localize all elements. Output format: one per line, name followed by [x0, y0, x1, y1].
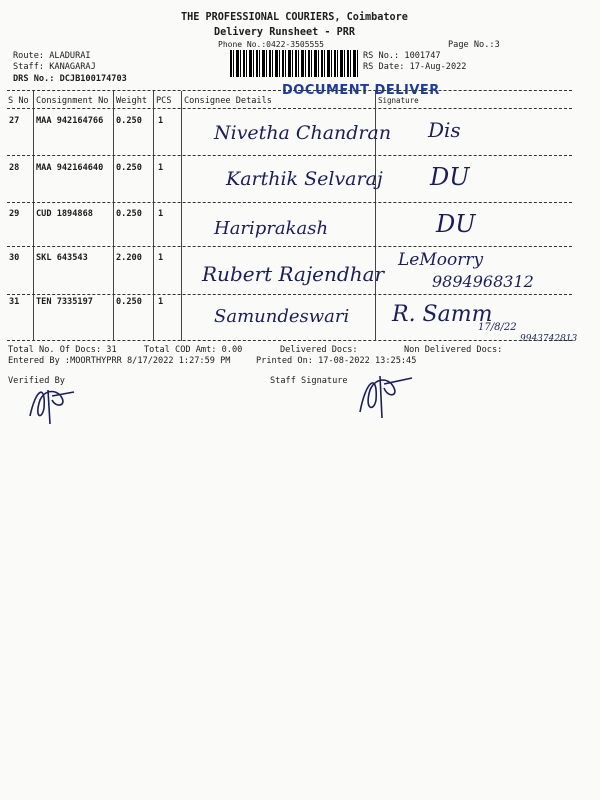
page-number: Page No.:3 [448, 40, 500, 50]
non-delivered-docs: Non Delivered Docs: [404, 345, 503, 355]
table-bottom-rule [7, 340, 572, 341]
staff-name: Staff: KANAGARAJ [13, 62, 96, 72]
col-divider [33, 91, 34, 341]
col-header-consignee: Consignee Details [184, 96, 272, 106]
row-signature: DU [430, 163, 470, 191]
row-pcs: 1 [158, 297, 164, 307]
delivered-docs: Delivered Docs: [280, 345, 358, 355]
row-consignment: MAA 942164766 [36, 116, 104, 126]
row-signature-date: 17/8/22 [478, 322, 517, 333]
document-delivered-stamp: DOCUMENT DELIVER [282, 83, 440, 98]
row-sno: 31 [9, 297, 20, 307]
row-consignment: CUD 1894868 [36, 209, 93, 219]
row-rule [7, 155, 572, 156]
row-rule [7, 202, 572, 203]
row-consignee: Karthik Selvaraj [226, 168, 383, 190]
col-header-weight: Weight [116, 96, 148, 106]
barcode [230, 50, 358, 77]
row-sno: 29 [9, 209, 20, 219]
row-signature: Dis [428, 118, 461, 142]
drs-number: DRS No.: DCJB100174703 [13, 74, 127, 84]
row-signature-phone: 9943742813 [520, 334, 578, 344]
verified-by-label: Verified By [8, 376, 65, 386]
row-weight: 0.250 [116, 163, 142, 173]
row-consignee: Rubert Rajendhar [202, 262, 385, 286]
printed-on: Printed On: 17-08-2022 13:25:45 [256, 356, 417, 366]
table-header-rule [7, 108, 572, 109]
total-docs: Total No. Of Docs: 31 [8, 345, 117, 355]
col-header-consignment: Consignment No [36, 96, 109, 106]
row-consignment: MAA 942164640 [36, 163, 104, 173]
rs-number: RS No.: 1001747 [363, 51, 441, 61]
col-header-sno: S No [8, 96, 29, 106]
route: Route: ALADURAI [13, 51, 91, 61]
row-sno: 28 [9, 163, 20, 173]
row-pcs: 1 [158, 253, 164, 263]
staff-signature-label: Staff Signature [270, 376, 348, 386]
row-consignee: Hariprakash [214, 218, 329, 239]
col-header-signature: Signature [378, 96, 419, 105]
row-consignment: SKL 643543 [36, 253, 88, 263]
rs-date: RS Date: 17-Aug-2022 [363, 62, 467, 72]
document-title: Delivery Runsheet - PRR [214, 27, 356, 38]
row-consignee: Nivetha Chandran [214, 122, 392, 144]
row-weight: 0.250 [116, 297, 142, 307]
row-weight: 2.200 [116, 253, 142, 263]
row-pcs: 1 [158, 163, 164, 173]
row-pcs: 1 [158, 209, 164, 219]
phone-number: Phone No.:0422-3505555 [218, 40, 324, 49]
col-divider [113, 91, 114, 341]
row-signature: LeMoorry [398, 250, 484, 270]
row-signature: R. Samm [392, 302, 493, 327]
row-weight: 0.250 [116, 209, 142, 219]
col-divider [153, 91, 154, 341]
row-rule [7, 246, 572, 247]
row-sno: 27 [9, 116, 20, 126]
company-name: THE PROFESSIONAL COURIERS, Coimbatore [181, 12, 408, 23]
row-pcs: 1 [158, 116, 164, 126]
row-consignment: TEN 7335197 [36, 297, 93, 307]
row-rule [7, 294, 572, 295]
col-divider [181, 91, 182, 341]
col-header-pcs: PCS [156, 96, 172, 106]
entered-by: Entered By :MOORTHYPRR 8/17/2022 1:27:59 PM [8, 356, 231, 366]
total-cod: Total COD Amt: 0.00 [144, 345, 243, 355]
row-signature-phone: 9894968312 [432, 272, 534, 291]
row-sno: 30 [9, 253, 20, 263]
row-consignee: Samundeswari [214, 306, 350, 327]
staff-signature [350, 362, 420, 422]
table-top-rule [7, 90, 572, 91]
row-weight: 0.250 [116, 116, 142, 126]
verifier-signature [22, 378, 82, 428]
row-signature: DU [436, 210, 476, 238]
